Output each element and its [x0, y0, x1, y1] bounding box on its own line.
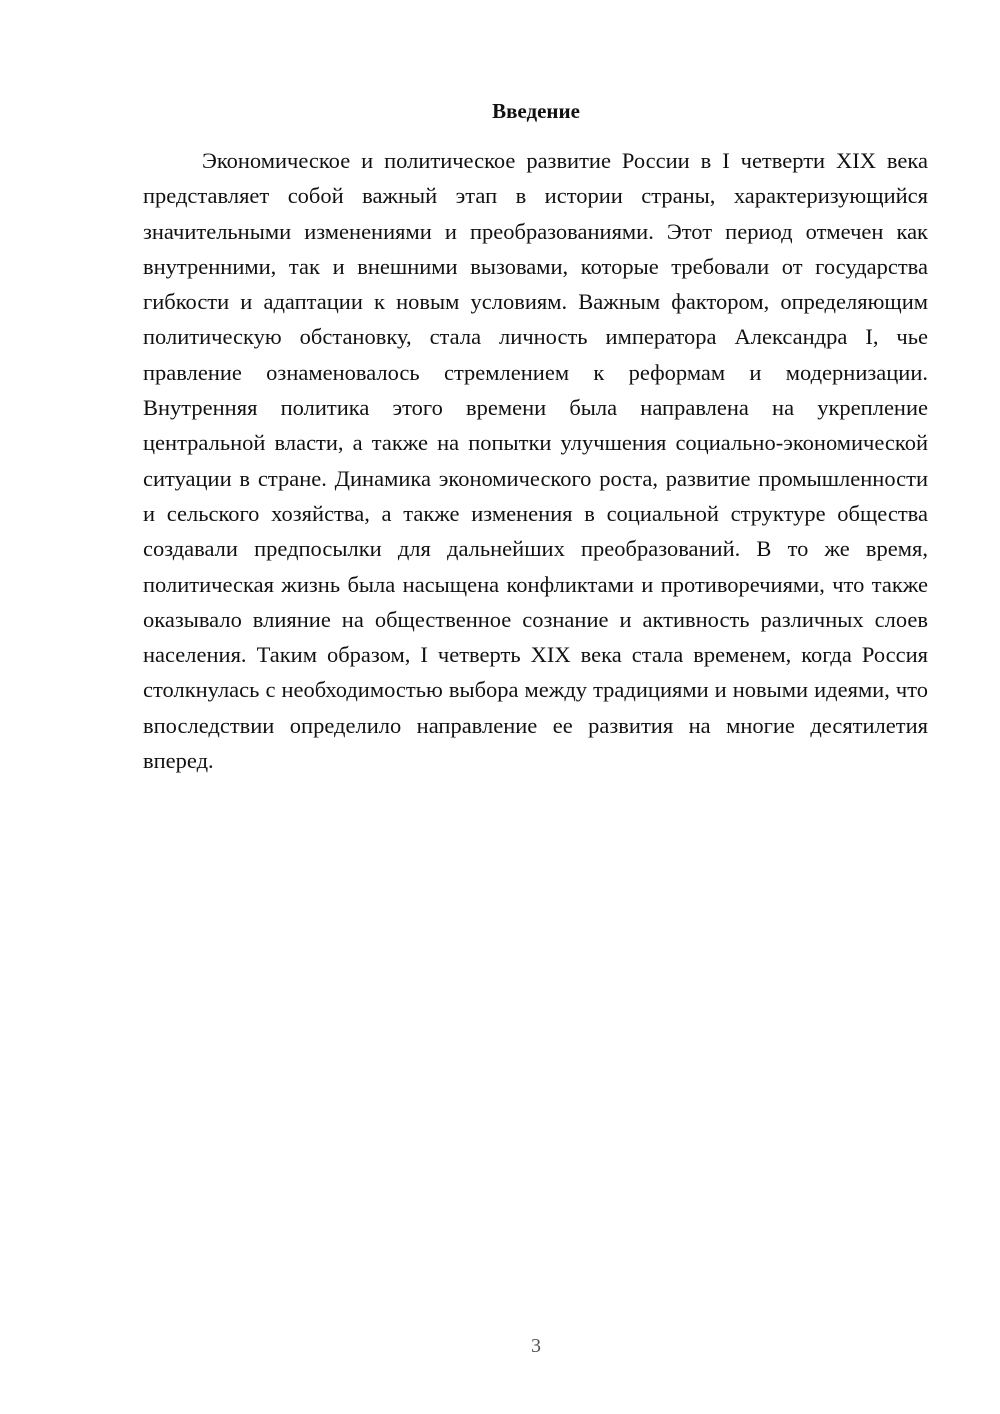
page-number: 3 — [531, 1335, 541, 1357]
body-paragraph: Экономическое и политическое развитие России в I четверти XIX века представляет собой важный этап в истории страны, характеризующийся значительными изменениями и преобразованиями. Этот период отмечен как внутренними, так и внешними вызовами, которые требовали от государства гибкости и адаптации к новым условиям. Важным фактором, определяющим политическую обстановку, стала личность императора Александра I, чье правление ознаменовалось стремлением к реформам и модернизации. Внутренняя политика этого времени была направлена на укрепление центральной власти, а также на попытки улучшения социально-экономической ситуации в стране. Динамика экономического роста, развитие промышленности и сельского хозяйства, а также изменения в социальной структуре общества создавали предпосылки для дальнейших преобразований. В то же время, политическая жизнь была насыщена конфликтами и противоречиями, что также оказывало влияние на общественное сознание и активность различных слоев населения. Таким образом, I четверть XIX века стала временем, когда Россия столкнулась с необходимостью выбора между традициями и новыми идеями, что впоследствии определило направление ее развития на многие десятилетия вперед. — [143, 148, 928, 774]
section-heading: Введение — [492, 99, 580, 123]
